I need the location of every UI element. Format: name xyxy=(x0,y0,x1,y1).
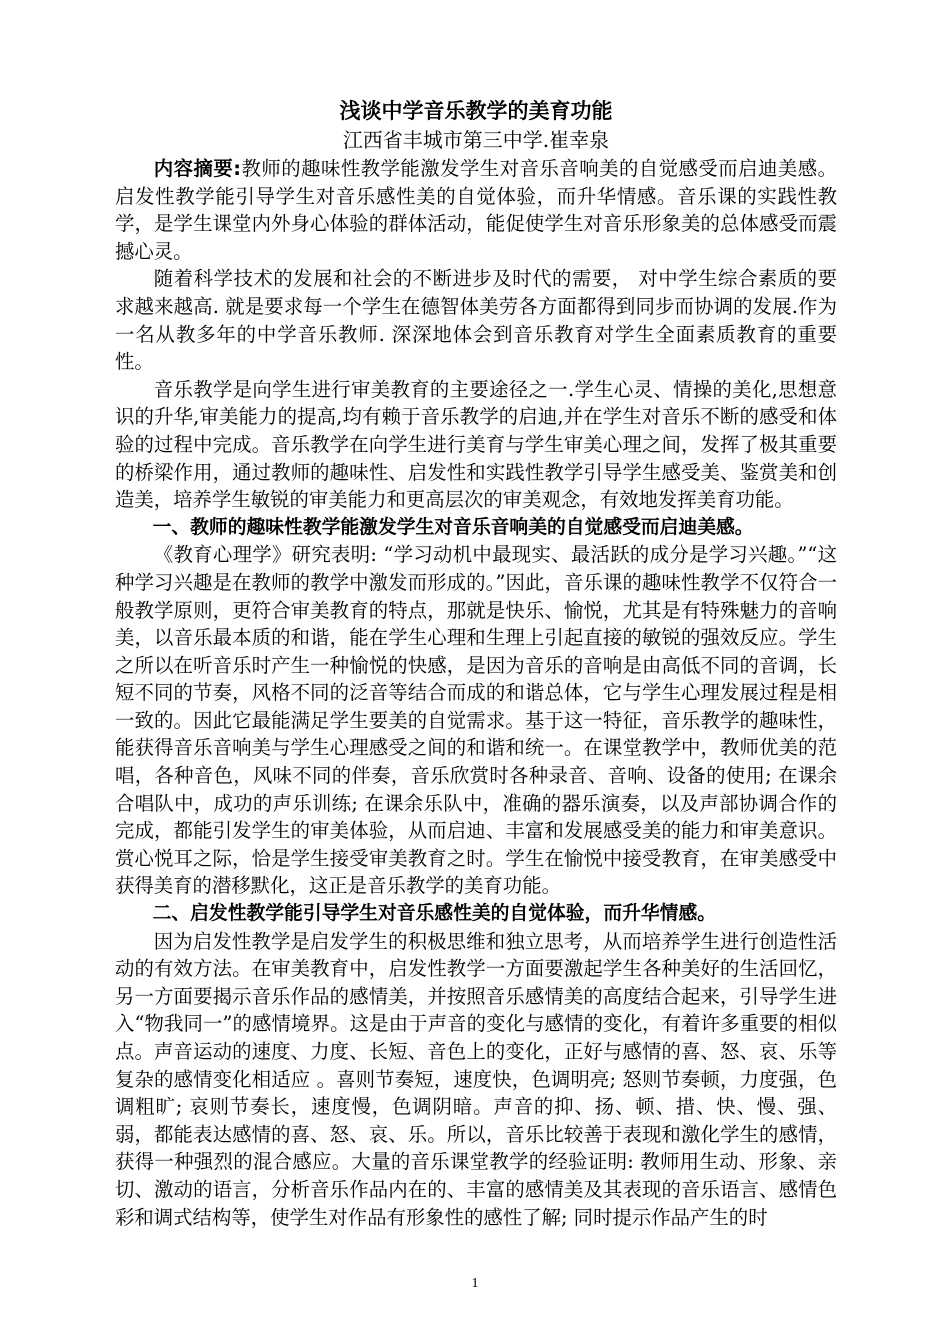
body-paragraph-2: 音乐教学是向学生进行审美教育的主要途径之一.学生心灵、情操的美化,思想意识的升华,审美能力的提高,均有赖于音乐教学的启迪,并在学生对音乐不断的感受和体验的过程中完成。音乐教学在向学生进行美育与学生审美心理之间，发挥了极其重要的桥梁作用，通过教师的趣味性、启发性和实践性教学引导学生感受美、鉴赏美和创造美，培养学生敏锐的审美能力和更高层次的审美观念，有效地发挥美育功能。 xyxy=(115,377,837,512)
author-line: 江西省丰城市第三中学.崔幸泉 xyxy=(342,128,610,152)
document-page xyxy=(115,96,837,1231)
abstract-label: 内容摘要: xyxy=(153,157,242,180)
abstract-text: 教师的趣味性教学能激发学生对音乐音响美的自觉感受而启迪美感。启发性教学能引导学生对音乐感性美的自觉体验，而升华情感。音乐课的实践性教学，是学生课堂内外身心体验的群体活动，能促使学生对音乐形象美的总体感受而震撼心灵。 xyxy=(115,157,837,263)
page-number: 1 xyxy=(471,1276,479,1291)
section-heading-2: 二、启发性教学能引导学生对音乐感性美的自觉体验，而升华情感。 xyxy=(152,903,717,925)
abstract-paragraph xyxy=(115,155,837,265)
body-paragraph-1: 随着科学技术的发展和社会的不断进步及时代的需要， 对中学生综合素质的要求越来越高. 就是要求每一个学生在德智体美劳各方面都得到同步而协调的发展.作为一名从教多年的中学音乐教师. 深深地体会到音乐教育对学生全面素质教育的重要性。 xyxy=(115,267,837,374)
section-heading-1: 一、教师的趣味性教学能激发学生对音乐音响美的自觉感受而启迪美感。 xyxy=(152,516,754,538)
section-2-paragraph: 因为启发性教学是启发学生的积极思维和独立思考，从而培养学生进行创造性活动的有效方法。在审美教育中，启发性教学一方面要激起学生各种美好的生活回忆，另一方面要揭示音乐作品的感情美，并按照音乐感情美的高度结合起来，引导学生进入“物我同一”的感情境界。这是由于声音的变化与感情的变化，有着许多重要的相似点。声音运动的速度、力度、长短、音色上的变化，正好与感情的喜、怒、哀、乐等复杂的感情变化相适应 。喜则节奏短，速度快，色调明亮; 怒则节奏顿，力度强，色调粗旷; 哀则节奏长，速度慢，色调阴暗。声音的抑、扬、顿、措、快、慢、强、弱，都能表达感情的喜、怒、哀、乐。所以，音乐比较善于表现和激化学生的感情，获得一种强烈的混合感应。大量的音乐课堂教学的经验证明: 教师用生动、形象、亲切、激动的语言，分析音乐作品内在的、丰富的感情美及其表现的音乐语言、感情色彩和调式结构等，使学生对作品有形象性的感性了解; 同时提示作品产生的时 xyxy=(115,929,837,1229)
section-1-paragraph: 《教育心理学》研究表明: “学习动机中最现实、最活跃的成分是学习兴趣。”“这种学习兴趣是在教师的教学中激发而形成的。”因此，音乐课的趣味性教学不仅符合一般教学原则，更符合审美教育的特点，那就是快乐、愉悦，尤其是有特殊魅力的音响美，以音乐最本质的和谐，能在学生心理和生理上引起直接的敏锐的强效反应。学生之所以在听音乐时产生一种愉悦的快感，是因为音乐的音响是由高低不同的音调，长短不同的节奏，风格不同的泛音等结合而成的和谐总体，它与学生心理发展过程是相一致的。因此它最能满足学生要美的自觉需求。基于这一特征，音乐教学的趣味性，能获得音乐音响美与学生心理感受之间的和谐和统一。在课堂教学中，教师优美的范唱，各种音色，风味不同的伴奏，音乐欣赏时各种录音、音响、设备的使用; 在课余合唱队中，成功的声乐训练; 在课余乐队中，准确的器乐演奏，以及声部协调合作的完成，都能引发学生的审美体验，从而启迪、丰富和发展感受美的能力和审美意识。赏心悦耳之际，恰是学生接受审美教育之时。学生在愉悦中接受教育，在审美感受中获得美育的潜移默化，这正是音乐教学的美育功能。 xyxy=(115,543,837,898)
document-title: 浅谈中学音乐教学的美育功能 xyxy=(339,99,613,123)
